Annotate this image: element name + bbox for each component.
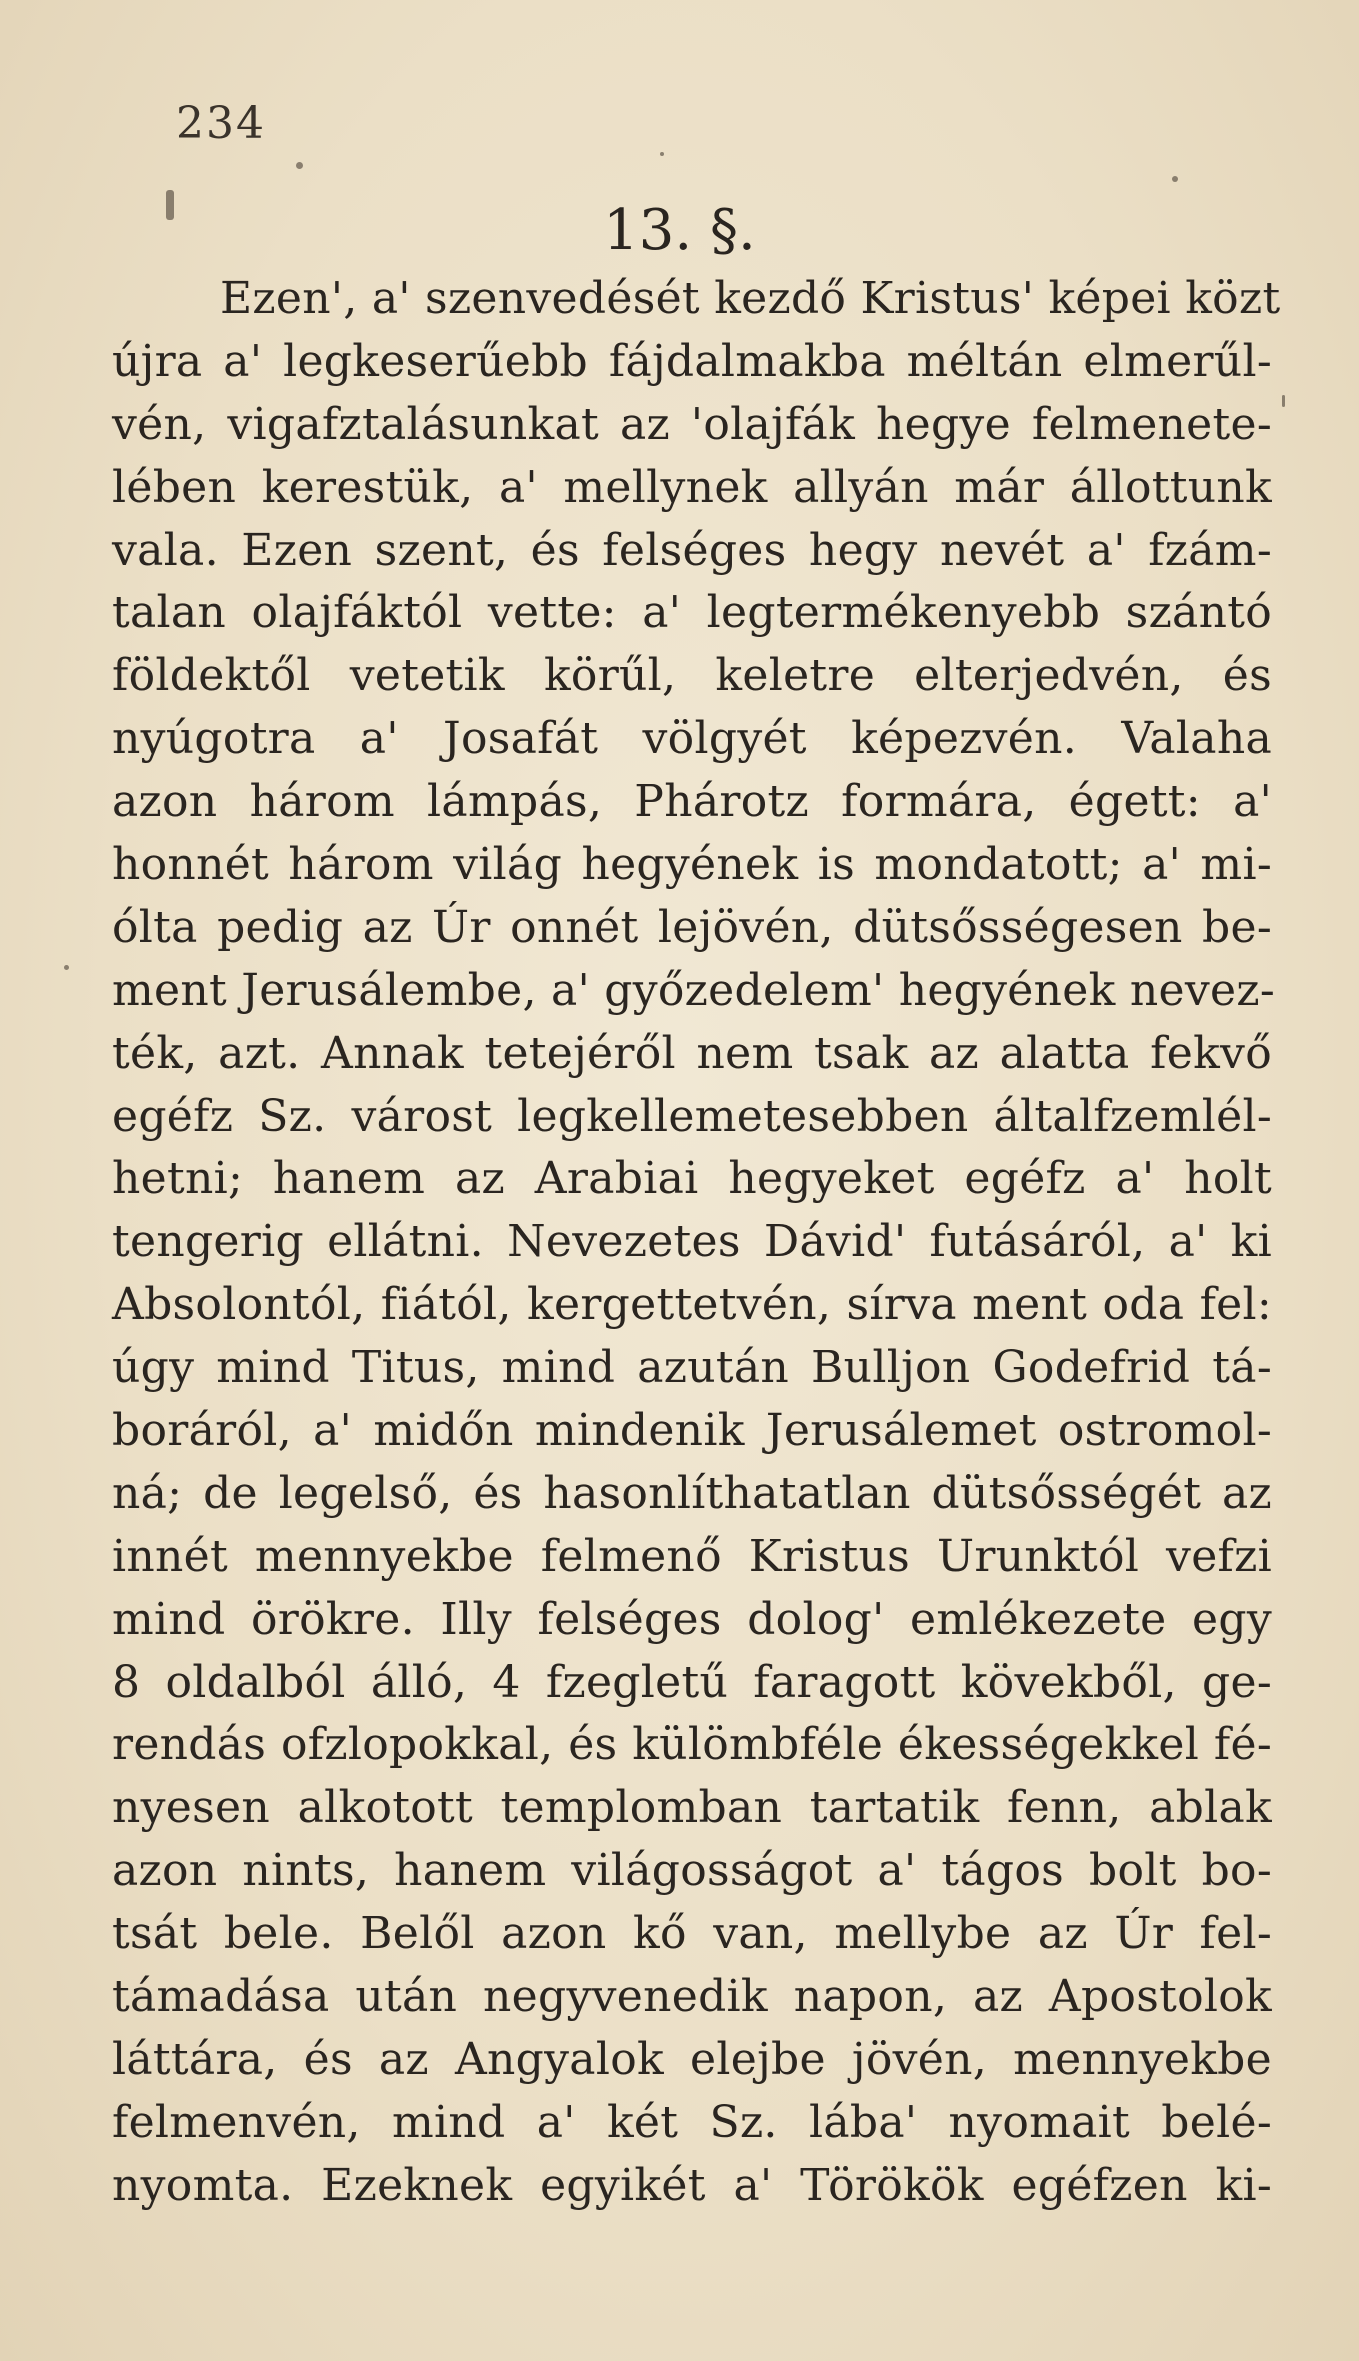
text-line: azon három lámpás, Phárotz formára, égett: a'	[112, 776, 1272, 828]
section-heading: 13. §.	[603, 198, 756, 263]
text-line: tengerig ellátni. Nevezetes Dávid' futásáról, a' ki	[112, 1216, 1272, 1268]
text-line: Absolontól, fiától, kergettetvén, sírva ment oda fel:	[112, 1279, 1272, 1331]
text-line: vala. Ezen szent, és felséges hegy nevét a' fzám-	[112, 524, 1272, 576]
text-line: egéfz Sz. várost legkellemetesebben általfzemlél-	[112, 1090, 1272, 1142]
text-line: nyomta. Ezeknek egyikét a' Törökök egéfzen ki-	[112, 2159, 1272, 2211]
text-line: támadása után negyvenedik napon, az Apostolok	[112, 1971, 1272, 2023]
text-line: úgy mind Titus, mind azután Bulljon Godefrid tá-	[112, 1342, 1272, 1394]
text-line: ólta pedig az Úr onnét lejövén, dütsősségesen be-	[112, 901, 1272, 953]
text-line: ment Jerusálembe, a' győzedelem' hegyének nevez-	[112, 964, 1275, 1016]
text-line: Ezen', a' szenvedését kezdő Kristus' képei közt	[220, 273, 1281, 324]
text-line: rendás ofzlopokkal, és külömbféle ékességekkel fé-	[112, 1719, 1272, 1771]
ink-speck	[660, 152, 664, 156]
text-line: 8 oldalból álló, 4 fzegletű faragott kövekből, ge-	[112, 1656, 1272, 1708]
text-line: lében kerestük, a' mellynek allyán már állottunk	[112, 461, 1272, 513]
text-line: boráról, a' midőn mindenik Jerusálemet ostromol-	[112, 1405, 1272, 1457]
ink-speck	[1282, 395, 1285, 407]
text-line: mind örökre. Illy felséges dolog' emlékezete egy	[112, 1593, 1272, 1645]
text-line: nyúgotra a' Josafát völgyét képezvén. Valaha	[112, 713, 1272, 765]
text-line: ná; de legelső, és hasonlíthatatlan dütsősségét az	[112, 1467, 1272, 1519]
text-line: innét mennyekbe felmenő Kristus Urunktól vefzi	[112, 1530, 1272, 1582]
text-line: földektől vetetik körűl, keletre elterjedvén, és	[112, 650, 1272, 702]
text-line: talan olajfáktól vette: a' legtermékenyebb szántó	[112, 587, 1272, 639]
text-line: felmenvén, mind a' két Sz. lába' nyomait belé-	[112, 2096, 1272, 2148]
text-line: újra a' legkeserűebb fájdalmakba méltán elmerűl-	[112, 335, 1272, 387]
text-line: honnét három világ hegyének is mondatott; a' mi-	[112, 839, 1272, 891]
ink-speck	[296, 162, 303, 169]
text-line: ték, azt. Annak tetejéről nem tsak az alatta fekvő	[112, 1027, 1272, 1079]
page-number: 234	[176, 98, 266, 149]
text-line: vén, vigafztalásunkat az 'olajfák hegye felmenete-	[112, 398, 1272, 450]
body-text	[112, 268, 1281, 2218]
ink-speck	[64, 965, 69, 970]
text-line: tsát bele. Belől azon kő van, mellybe az Úr fel-	[112, 1908, 1272, 1960]
text-line: hetni; hanem az Arabiai hegyeket egéfz a' holt	[112, 1153, 1272, 1205]
text-line: nyesen alkotott templomban tartatik fenn, ablak	[112, 1782, 1272, 1834]
text-line: azon nints, hanem világosságot a' tágos bolt bo-	[112, 1845, 1272, 1897]
ink-speck	[1172, 176, 1178, 182]
ink-speck	[166, 190, 174, 220]
text-line: láttára, és az Angyalok elejbe jövén, mennyekbe	[112, 2033, 1272, 2085]
